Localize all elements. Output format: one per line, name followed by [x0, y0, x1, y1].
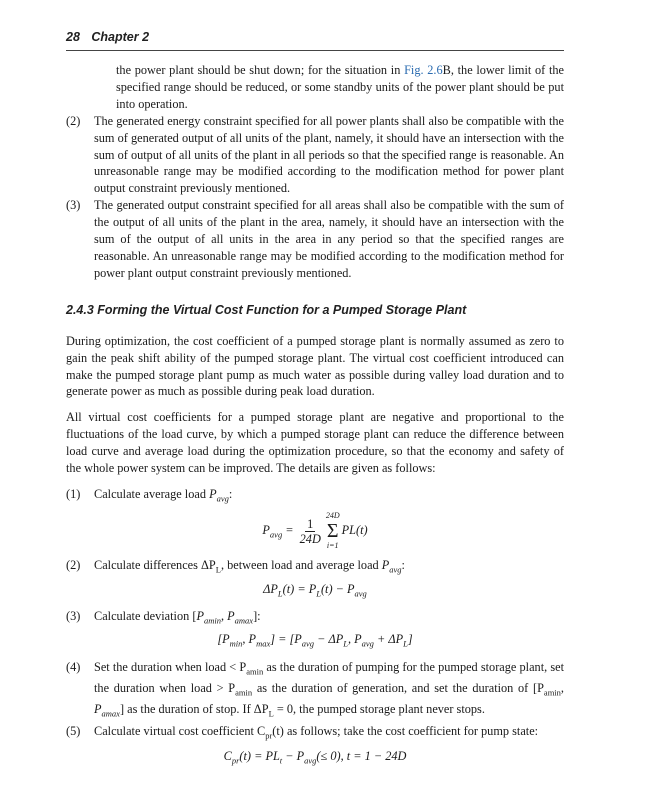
step-1: (1) Calculate average load $P_{avg}$: — [66, 486, 233, 504]
step-3: (3) Calculate deviation [$P_{amin}$, $P_{amax}$]: — [66, 609, 261, 626]
step-4: (4) Set the duration when load < $P_{amin}$ as the duration of pumping for the pumped storage plant, set the duration when load > $P_{amin}$ as the duration of generation, and set the duration of [$P_{amin}$, $P_{amax}$] as the duration of stop. If $\Delta P_L = 0$, the pumped storage plant never stops. — [66, 659, 564, 719]
step-5: (5) Calculate virtual cost coefficient $C_{pr}(t)$ as follows; take the cost coefficient for pump state: — [66, 723, 539, 741]
running-header — [66, 30, 562, 44]
page-number: 28 — [66, 30, 80, 44]
figure-link[interactable]: Fig. 2.6 — [404, 63, 443, 77]
intro-paragraph: the power plant should be shut down; for the situation in Fig. 2.6B, the lower limit of the specified range should be reduced, or some standby units of the power plant should be put into operation. — [116, 63, 564, 111]
equation-difference: $\Delta P_L(t) = P_L(t) - P_{avg}$ — [263, 581, 367, 599]
chapter-title: Chapter 2 — [91, 30, 150, 44]
section-heading: 2.4.3 Forming the Virtual Cost Function for a Pumped Storage Plant — [66, 302, 467, 317]
page-body — [66, 62, 564, 770]
equation-virtual-cost: $C_{pr}(t) = PL_t - P_{avg}(\le 0)$, t = 1 − 24D — [223, 749, 407, 766]
list-item: (3) The generated output constraint specified for all areas shall also be compatible with the sum of the output of all units of the plant in the area, namely, it should have an intersection with the sum of the output of all units in the area in any period so that the specified ranges are reasonable. An unreasonable range may be modified according to the modification method for power plant output constraint previously mentioned. — [66, 198, 564, 280]
body-paragraph: All virtual cost coefficients for a pumped storage plant are negative and proportional to the fluctuations of the load curve, by which a pumped storage plant can reduce the difference between load curve and average load during the optimization procedure, so that the economy and safety of the whole power system can be improved. The details are given as follows: — [66, 410, 564, 476]
header-rule — [66, 50, 564, 51]
list-item: (2) The generated energy constraint specified for all power plants shall also be compatible with the sum of generated output of all units of the plant, namely, it should have an intersection with the sum of output of all units of the plant in all periods so that the specified range is reasonable. An unreasonable range may be modified according to the modification method for power plant output constraint previously mentioned. — [66, 113, 564, 196]
equation-deviation: [$P_{min}$, $P_{max}] = [P_{avg} - \Delta P_L$, $P_{avg} + \Delta P_L$] — [217, 632, 413, 649]
step-2: (2) Calculate differences $\Delta P_L$, between load and average load $P_{avg}$: — [66, 558, 405, 575]
equation-average-load: $P_{avg}$ = $\frac{1}{24D}$ 24D Σ i=1 PL(t) — [262, 511, 368, 551]
body-paragraph: During optimization, the cost coefficient of a pumped storage plant is normally assumed as zero to gain the peak shift ability of the pumped storage plant. The virtual cost coefficient introduced can make the pumped storage plant pump as much water as possible during valley load duration and to generate power as much as possible during peak load duration. — [66, 333, 564, 399]
